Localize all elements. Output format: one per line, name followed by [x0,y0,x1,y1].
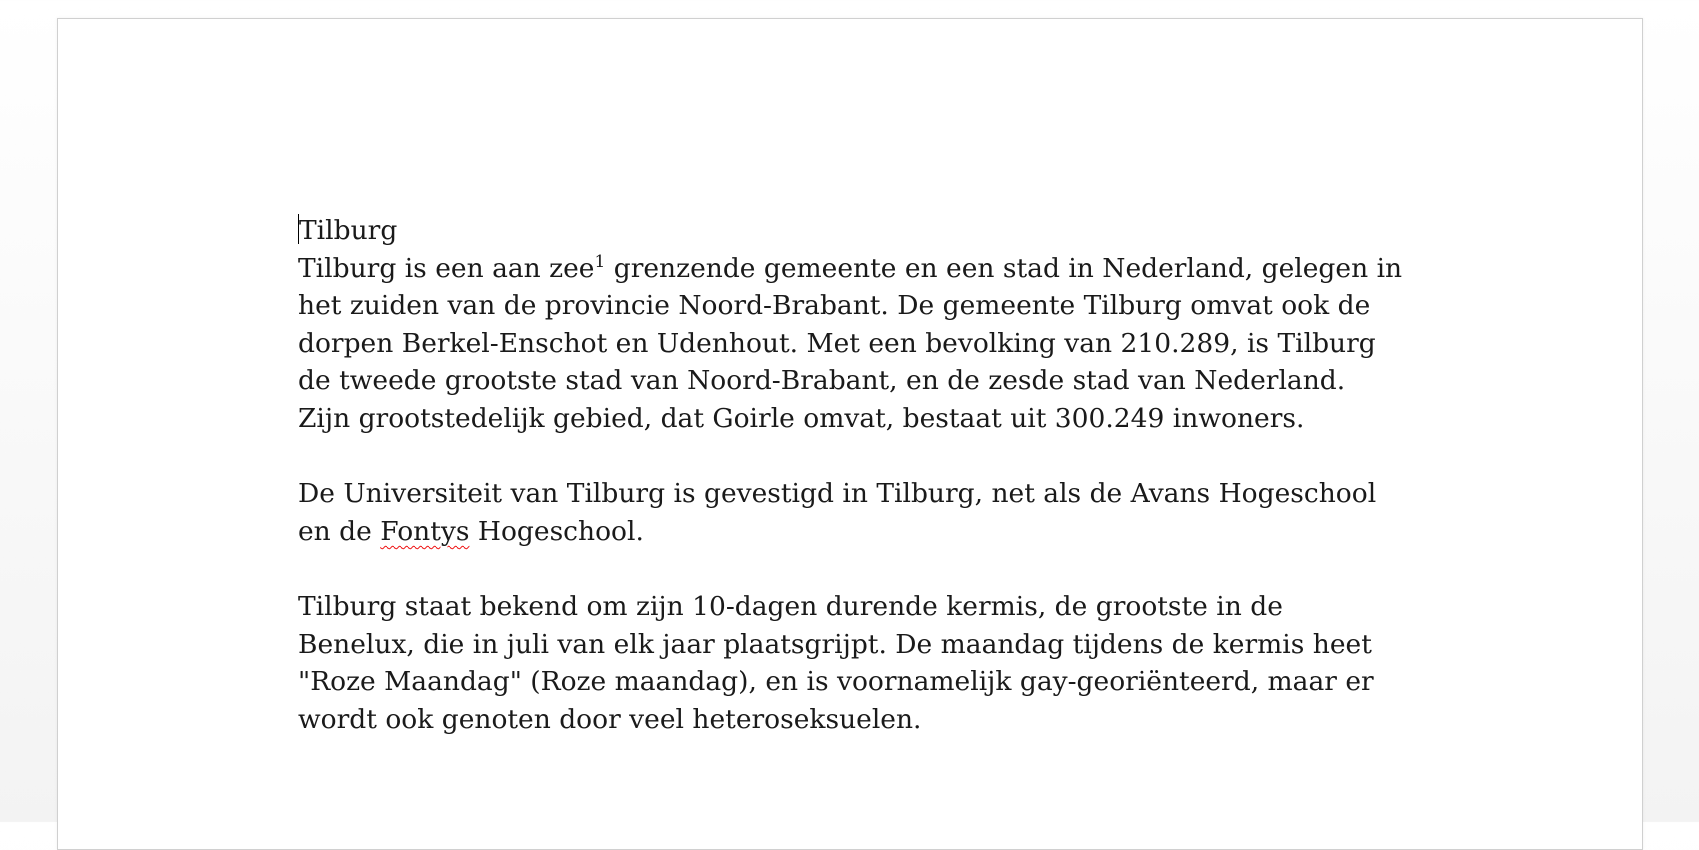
document-title[interactable] [298,212,1448,250]
title-text: Tilburg [299,215,398,246]
empty-line [298,550,1448,588]
paragraph-line: "Roze Maandag" (Roze maandag), en is voornamelijk gay-georiënteerd, maar er [298,666,1374,698]
paragraph-line: wordt ook genoten door veel heteroseksuelen. [298,703,922,735]
empty-line [298,438,1448,476]
paragraph-education[interactable] [298,475,1448,550]
footnote-reference[interactable]: 1 [594,251,606,272]
paragraph-line: Benelux, die in juli van elk jaar plaatsgrijpt. De maandag tijdens de kermis heet [298,628,1372,660]
document-page [57,18,1643,850]
paragraph-line: het zuiden van de provincie Noord-Brabant. De gemeente Tilburg omvat ook de [298,290,1371,322]
misspelled-word[interactable]: Fontys [380,515,470,547]
paragraph-line: Zijn grootstedelijk gebied, dat Goirle omvat, bestaat uit 300.249 inwoners. [298,402,1305,434]
paragraph-intro[interactable] [298,250,1448,438]
paragraph-line: De Universiteit van Tilburg is gevestigd in Tilburg, net als de Avans Hogeschool [298,478,1377,510]
paragraph-line: dorpen Berkel-Enschot en Udenhout. Met een bevolking van 210.289, is Tilburg [298,327,1376,359]
document-body[interactable] [298,212,1448,738]
line-text: Hogeschool. [469,515,644,547]
paragraph-kermis[interactable] [298,588,1448,738]
line-text: grenzende gemeente en een stad in Nederland, gelegen in [605,252,1403,284]
paragraph-line [298,513,1448,551]
paragraph-line: Tilburg staat bekend om zijn 10-dagen durende kermis, de grootste in de [298,590,1283,622]
paragraph-line [298,250,1448,288]
line-text: en de [298,515,381,547]
line-text: Tilburg is een aan zee [298,252,595,284]
paragraph-line: de tweede grootste stad van Noord-Brabant, en de zesde stad van Nederland. [298,365,1346,397]
